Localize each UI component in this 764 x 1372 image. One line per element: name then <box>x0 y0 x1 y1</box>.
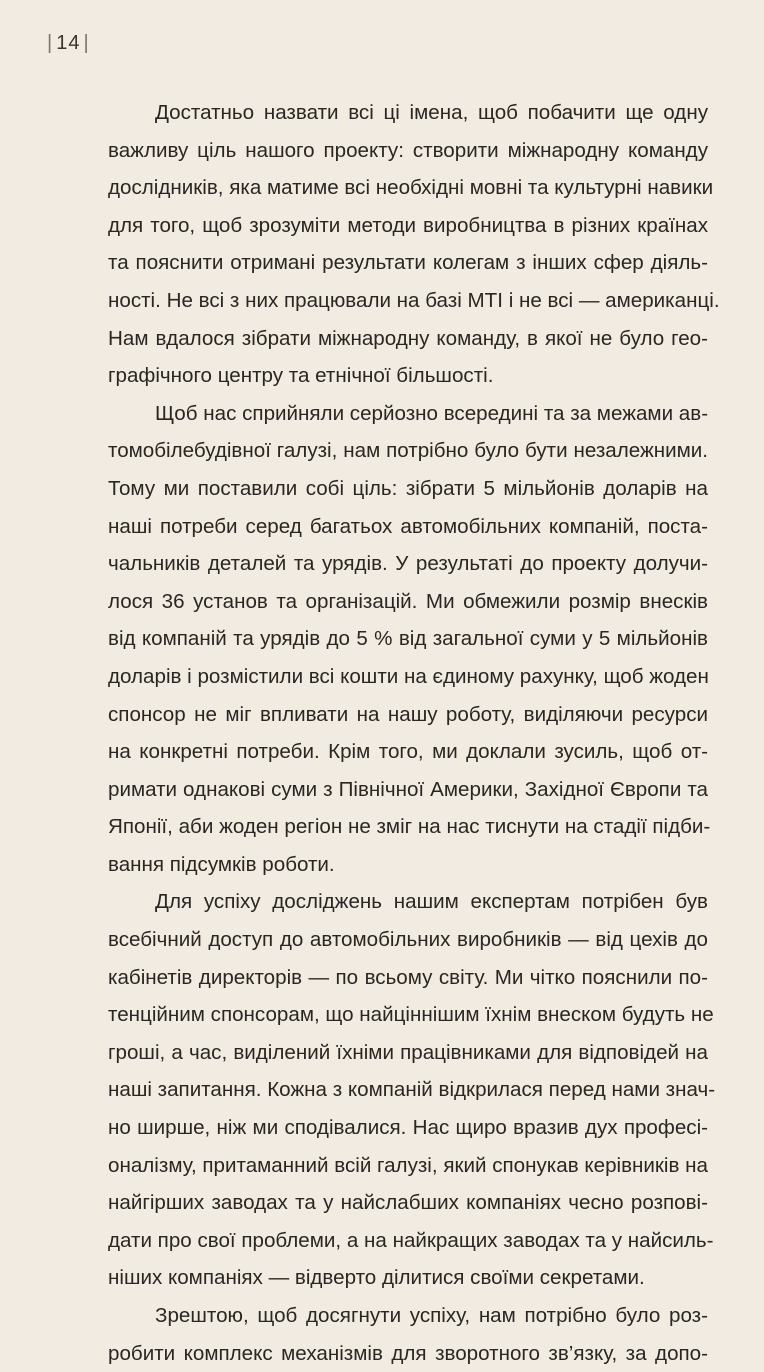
page-number <box>44 32 93 55</box>
paragraph-3-line: но ширше, ніж ми сподівалися. Нас щиро вразив дух професі- <box>108 1116 708 1140</box>
paragraph-1-line: графічного центру та етнічної більшості. <box>108 364 494 388</box>
paragraph-2-line: доларів і розмістили всі кошти на єдиному рахунку, щоб жоден <box>108 664 709 688</box>
paragraph-3-line: тенційним спонсорам, що найціннішим їхнім внеском будуть не <box>108 1003 714 1027</box>
paragraph-4-line: Зрештою, щоб досягнути успіху, нам потрібно було роз- <box>155 1304 708 1327</box>
paragraph-2-line: чальників деталей та урядів. У результаті до проекту долучи- <box>108 552 708 576</box>
paragraph-2-line: від компаній та урядів до 5 % від загальної суми у 5 мільйонів <box>108 627 708 651</box>
folio-bar-right: | <box>83 32 90 54</box>
paragraph-2-line: лося 36 установ та організацій. Ми обмежили розмір внесків <box>108 589 708 613</box>
paragraph-3-line: наші запитання. Кожна з компаній відкрилася перед нами знач- <box>108 1078 716 1102</box>
paragraph-3-line: ніших компаніях — відверто ділитися своїми секретами. <box>108 1266 645 1290</box>
paragraph-2-line: Тому ми поставили собі ціль: зібрати 5 мільйонів доларів на <box>108 476 708 500</box>
paragraph-2-line: томобілебудівної галузі, нам потрібно було бути незалежними. <box>108 439 708 463</box>
paragraph-3-line: оналізму, притаманний всій галузі, який спонукав керівників на <box>108 1153 708 1177</box>
paragraph-1-line: дослідників, яка матиме всі необхідні мовні та культурні навики <box>108 176 714 200</box>
paragraph-1-line: ності. Не всі з них працювали на базі МТІ і не всі — американці. <box>108 288 720 312</box>
paragraph-2-line: вання підсумків роботи. <box>108 852 335 876</box>
paragraph-3-line: найгірших заводах та у найслабших компаніях чесно розпові- <box>108 1191 708 1215</box>
paragraph-2-line: спонсор не міг впливати на нашу роботу, виділяючи ресурси <box>108 702 708 726</box>
paragraph-1-line: Достатньо назвати всі ці імена, щоб побачити ще одну <box>155 101 708 124</box>
paragraph-1-line: Нам вдалося зібрати міжнародну команду, в якої не було гео- <box>108 326 708 350</box>
paragraph-3-line: гроші, а час, виділений їхніми працівниками для відповідей на <box>108 1040 708 1064</box>
folio-bar-left: | <box>47 32 54 54</box>
paragraph-3-line: Для успіху досліджень нашим експертам потрібен був <box>155 890 708 914</box>
paragraph-4-line: робити комплекс механізмів для зворотного зв’язку, за допо- <box>108 1341 708 1365</box>
paragraph-2-line: на конкретні потреби. Крім того, ми доклали зусиль, щоб от- <box>108 740 708 764</box>
paragraph-2-line: наші потреби серед багатьох автомобільних компаній, поста- <box>108 514 708 538</box>
paragraph-1-line: для того, щоб зрозуміти методи виробництва в різних країнах <box>108 213 708 237</box>
paragraph-2-line: Щоб нас сприйняли серйозно всередині та за межами ав- <box>155 401 709 425</box>
paragraph-3-line: кабінетів директорів — по всьому світу. Ми чітко пояснили по- <box>108 965 708 989</box>
paragraph-1-line: важливу ціль нашого проекту: створити міжнародну команду <box>108 138 708 162</box>
page-number-value: 14 <box>56 32 81 54</box>
paragraph-2-line: римати однакові суми з Північної Америки, Західної Європи та <box>108 777 708 801</box>
paragraph-2-line: Японії, аби жоден регіон не зміг на нас тиснути на стадії підби- <box>108 815 711 839</box>
paragraph-1-line: та пояснити отримані результати колегам з інших сфер діяль- <box>108 251 708 275</box>
paragraph-3-line: всебічний доступ до автомобільних виробників — від цехів до <box>108 928 708 952</box>
body-text <box>108 94 720 1372</box>
paragraph-3-line: дати про свої проблеми, а на найкращих заводах та у найсиль- <box>108 1228 714 1252</box>
